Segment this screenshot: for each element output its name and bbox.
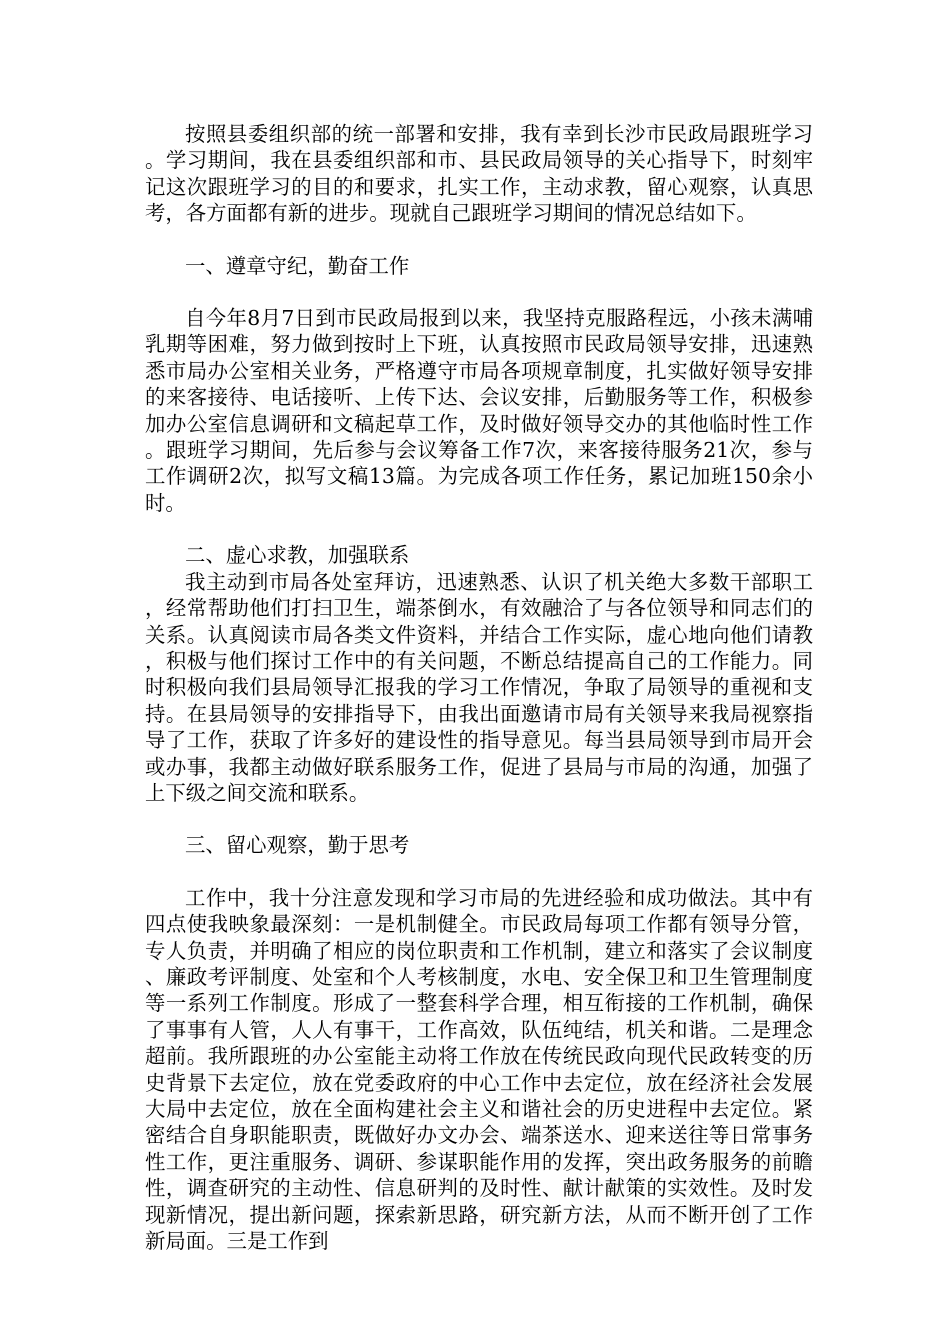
section-1-paragraph: 自今年8月7日到市民政局报到以来，我坚持克服路程远，小孩未满哺乳期等困难，努力做到按时上下班，认真按照市民政局领导安排，迅速熟悉市局办公室相关业务，严格遵守市局各项规章制度，扎实做好领导安排的来客接待、电话接听、上传下达、会议安排，后勤服务等工作，积极参加办公室信息调研和文稿起草工作，及时做好领导交办的其他临时性工作。跟班学习期间，先后参与会议筹备工作7次，来客接待服务21次，参与工作调研2次，拟写文稿13篇。为完成各项工作任务，累记加班150余小时。 — [145, 306, 813, 515]
section-heading-3: 三、留心观察，勤于思考 — [185, 833, 410, 858]
section-3-paragraph: 工作中，我十分注意发现和学习市局的先进经验和成功做法。其中有四点使我映象最深刻：一是机制健全。市民政局每项工作都有领导分管，专人负责，并明确了相应的岗位职责和工作机制，建立和落实了会议制度、廉政考评制度、处室和个人考核制度，水电、安全保卫和卫生管理制度等一系列工作制度。形成了一整套科学合理，相互衔接的工作机制，确保了事事有人管，人人有事干，工作高效，队伍纯结，机关和谐。二是理念超前。我所跟班的办公室能主动将工作放在传统民政向现代民政转变的历史背景下去定位，放在党委政府的中心工作中去定位，放在经济社会发展大局中去定位，放在全面构建社会主义和谐社会的历史进程中去定位。紧密结合自身职能职责，既做好办文办会、端茶送水、迎来送往等日常事务性工作，更注重服务、调研、参谋职能作用的发挥，突出政务服务的前瞻性，调查研究的主动性、信息研判的及时性、献计献策的实效性。及时发现新情况，提出新问题，探索新思路，研究新方法，从而不断开创了工作新局面。三是工作到 — [145, 885, 813, 1254]
section-heading-1: 一、遵章守纪，勤奋工作 — [185, 253, 410, 278]
section-2-paragraph: 我主动到市局各处室拜访，迅速熟悉、认识了机关绝大多数干部职工，经常帮助他们打扫卫生，端茶倒水，有效融洽了与各位领导和同志们的关系。认真阅读市局各类文件资料，并结合工作实际，虚心地向他们请教，积极与他们探讨工作中的有关问题，不断总结提高自己的工作能力。同时积极向我们县局领导汇报我的学习工作情况，争取了局领导的重视和支持。在县局领导的安排指导下，由我出面邀请市局有关领导来我局视察指导了工作，获取了许多好的建设性的指导意见。每当县局领导到市局开会或办事，我都主动做好联系服务工作，促进了县局与市局的沟通，加强了上下级之间交流和联系。 — [145, 569, 813, 805]
document-body — [145, 121, 813, 1254]
intro-paragraph: 按照县委组织部的统一部署和安排，我有幸到长沙市民政局跟班学习。学习期间，我在县委组织部和市、县民政局领导的关心指导下，时刻牢记这次跟班学习的目的和要求，扎实工作，主动求教，留心观察，认真思考，各方面都有新的进步。现就自己跟班学习期间的情况总结如下。 — [145, 122, 813, 226]
section-heading-2: 二、虚心求教，加强联系 — [185, 543, 410, 568]
